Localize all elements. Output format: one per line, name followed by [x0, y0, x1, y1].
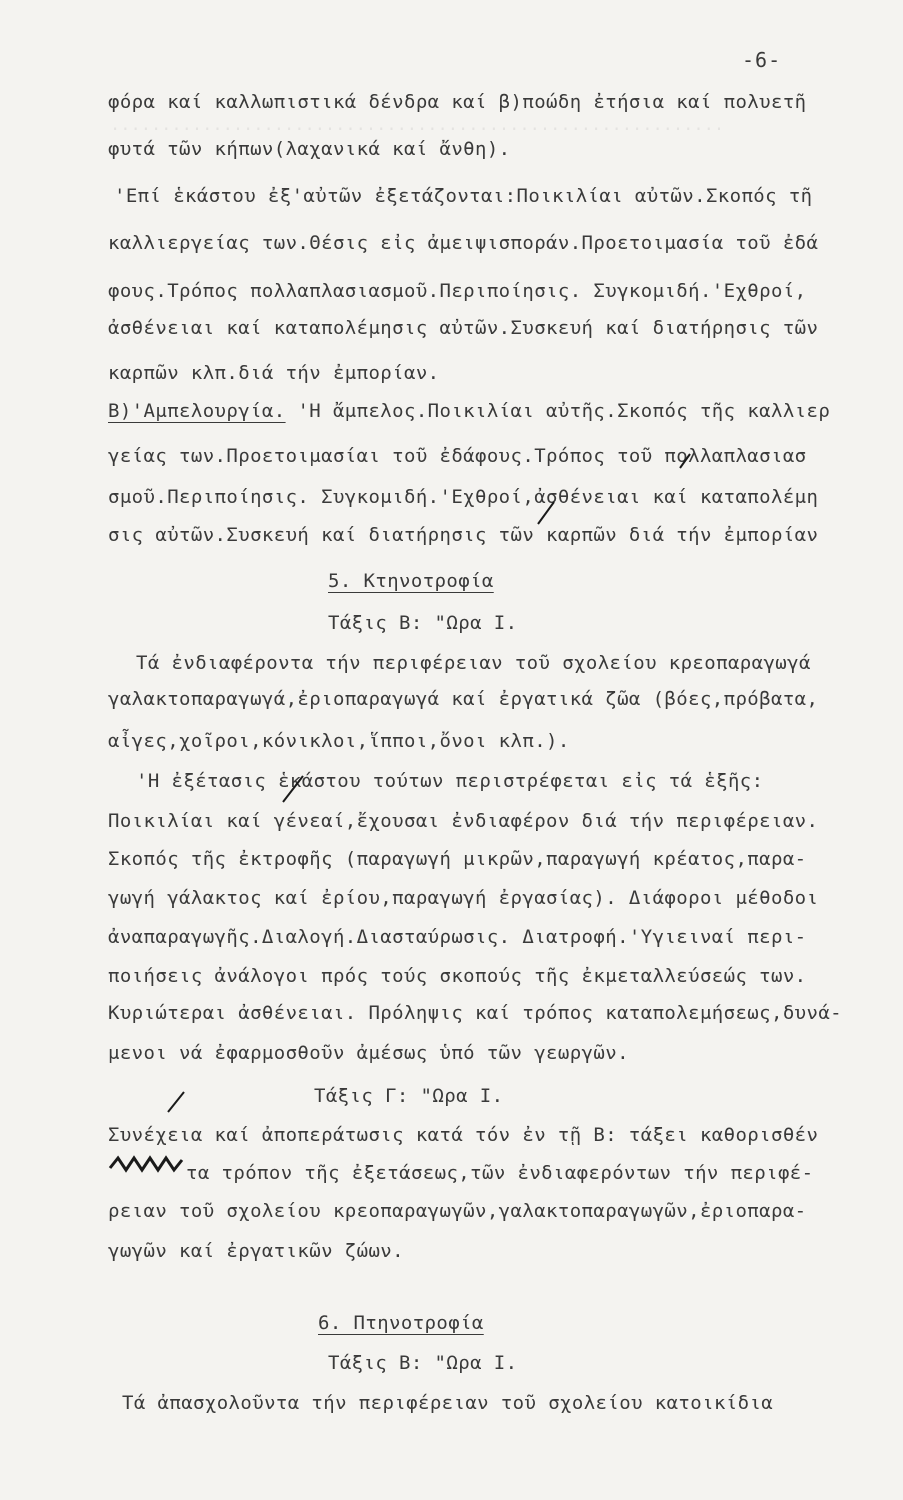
text-line: ρειαν τοῦ σχολείου κρεοπαραγωγῶν,γαλακτοπαραγωγῶν,ἐριοπαρα-	[108, 1200, 807, 1222]
text-line: Τά ἐνδιαφέροντα τήν περιφέρειαν τοῦ σχολείου κρεοπαραγωγά	[136, 652, 811, 674]
correction-slash	[680, 454, 690, 468]
text-line: καρπῶν κλπ.διά τήν ἐμπορίαν.	[108, 362, 440, 384]
text-line: καλλιεργείας των.Θέσις εἰς ἀμειψισποράν.Προετοιμασία τοῦ ἐδά	[108, 232, 819, 254]
text-line: γωγῶν καί ἐργατικῶν ζώων.	[108, 1240, 404, 1262]
text-line: σις αὐτῶν.Συσκευή καί διατήρησις τῶν καρπῶν διά τήν ἐμπορίαν	[108, 524, 819, 546]
vine-heading: Β)'Αμπελουργία.	[108, 400, 286, 422]
correction-slash	[168, 1092, 184, 1112]
text-line: τα τρόπον τῆς ἐξετάσεως,τῶν ἐνδιαφερόντων τήν περιφέ-	[186, 1162, 814, 1184]
text-line: φόρα καί καλλωπιστικά δένδρα καί β)ποώδη ἐτήσια καί πολυετῆ	[108, 91, 807, 113]
show-through-text: ............................................................	[110, 115, 725, 135]
text-line: φους.Τρόπος πολλαπλασιασμοῦ.Περιποίησις. Συγκομιδή.'Εχθροί,	[108, 280, 807, 302]
page-number: -6-	[742, 48, 782, 72]
text-line: ποιήσεις ἀνάλογοι πρός τούς σκοπούς τῆς ἐκμεταλλεύσεώς των.	[108, 965, 807, 987]
text-line: αἶγες,χοῖροι,κόνικλοι,ἵπποι,ὄνοι κλπ.).	[108, 730, 570, 752]
correction-slash	[538, 502, 554, 524]
text-line: σμοῦ.Περιποίησις. Συγκομιδή.'Εχθροί,ἀσθένειαι καί καταπολέμη	[108, 486, 819, 508]
text-line: γείας των.Προετοιμασίαι τοῦ ἐδάφους.Τρόπος τοῦ πολλαπλασιασ	[108, 445, 807, 467]
text-line: ἀσθένειαι καί καταπολέμησις αὐτῶν.Συσκευή καί διατήρησις τῶν	[108, 317, 819, 339]
section-heading-livestock: 5. Κτηνοτροφία	[328, 570, 494, 592]
class-hours-label: Τάξις Γ: "Ωρα Ι.	[314, 1085, 504, 1107]
text-line: Σκοπός τῆς ἐκτροφῆς (παραγωγή μικρῶν,παραγωγή κρέατος,παρα-	[108, 848, 807, 870]
text-line: γωγή γάλακτος καί ἐρίου,παραγωγή ἐργασίας). Διάφοροι μέθοδοι	[108, 887, 819, 909]
text-line: ἀναπαραγωγῆς.Διαλογή.Διασταύρωσις. Διατροφή.'Υγιειναί περι-	[108, 926, 807, 948]
text-line: Συνέχεια καί ἀποπεράτωσις κατά τόν ἐν τῇ Β: τάξει καθορισθέν	[108, 1124, 819, 1146]
text-line: γαλακτοπαραγωγά,ἐριοπαραγωγά καί ἐργατικά ζῶα (βόες,πρόβατα,	[108, 688, 819, 710]
text-line: 'Η ἐξέτασις ἑκάστου τούτων περιστρέφεται εἰς τά ἑξῆς:	[136, 770, 764, 792]
section-heading-poultry: 6. Πτηνοτροφία	[318, 1312, 484, 1334]
strikeout-scribble	[110, 1158, 182, 1170]
text-line: Ποικιλίαι καί γένεαί,ἔχουσαι ἐνδιαφέρον διά τήν περιφέρειαν.	[108, 810, 819, 832]
class-hours-label: Τάξις Β: "Ωρα Ι.	[328, 612, 518, 634]
text-line: Τά ἀπασχολοῦντα τήν περιφέρειαν τοῦ σχολείου κατοικίδια	[122, 1392, 774, 1414]
class-hours-label: Τάξις Β: "Ωρα Ι.	[328, 1352, 518, 1374]
text-line: φυτά τῶν κήπων(λαχανικά καί ἄνθη).	[108, 138, 511, 160]
text-line: Κυριώτεραι ἀσθένειαι. Πρόληψις καί τρόπος καταπολεμήσεως,δυνά-	[108, 1002, 843, 1024]
text-line: 'Επί ἑκάστου ἐξ'αὐτῶν ἐξετάζονται:Ποικιλίαι αὐτῶν.Σκοπός τῆ	[114, 185, 813, 207]
text-line: μενοι νά ἐφαρμοσθοῦν ἀμέσως ὑπό τῶν γεωργῶν.	[108, 1042, 629, 1064]
correction-slash	[283, 776, 303, 802]
vine-heading-rest: 'Η ἄμπελος.Ποικιλίαι αὐτῆς.Σκοπός τῆς καλλιερ	[297, 400, 831, 422]
